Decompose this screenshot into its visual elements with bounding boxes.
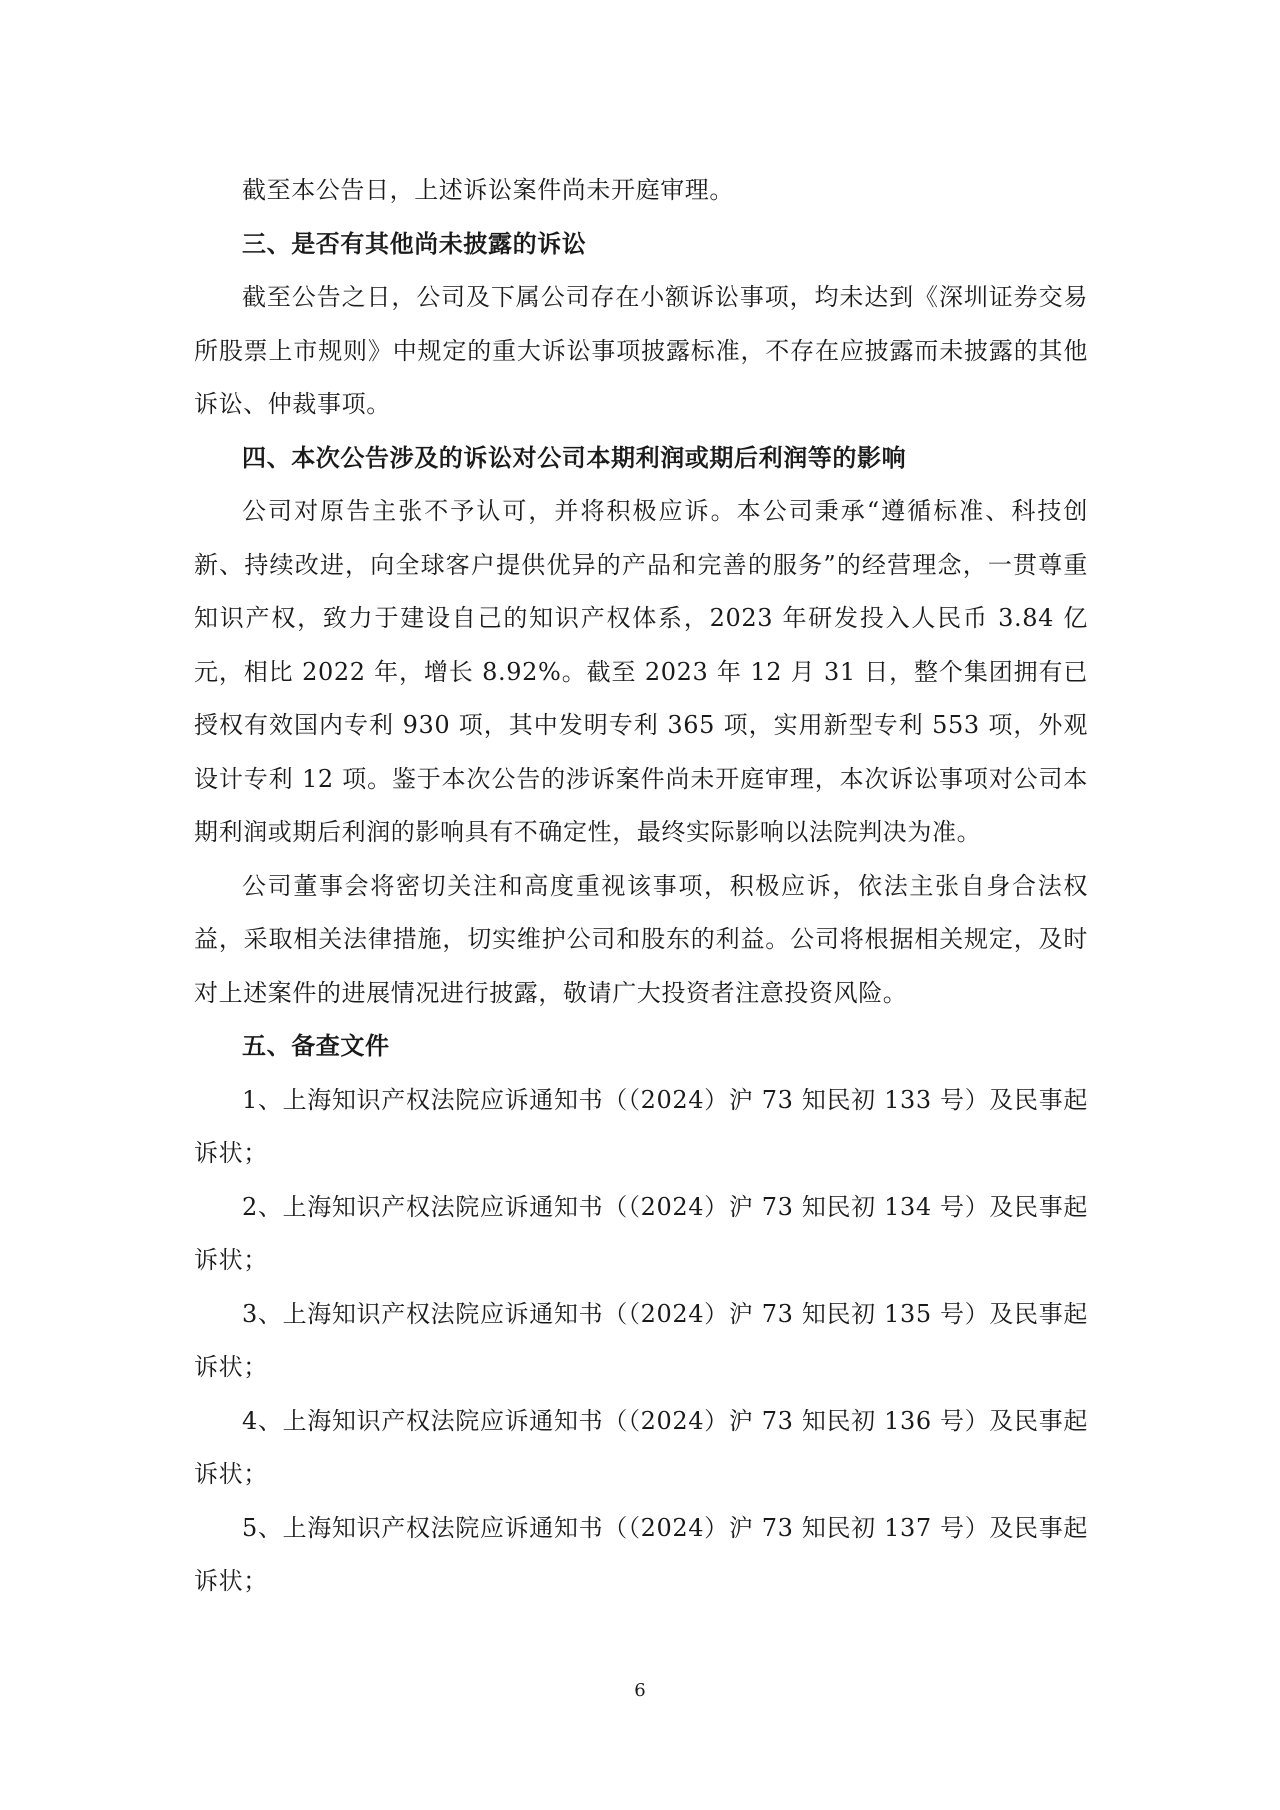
- document-body: [194, 164, 1088, 1609]
- paragraph-other-litigation: 截至公告之日，公司及下属公司存在小额诉讼事项，均未达到《深圳证券交易所股票上市规则》中规定的重大诉讼事项披露标准，不存在应披露而未披露的其他诉讼、仲裁事项。: [194, 283, 1088, 418]
- paragraph-impact: 公司对原告主张不予认可，并将积极应诉。本公司秉承“遵循标准、科技创新、持续改进，向全球客户提供优异的产品和完善的服务”的经营理念，一贯尊重知识产权，致力于建设自己的知识产权体系，2023 年研发投入人民币 3.84 亿元，相比 2022 年，增长 8.92%。截至 2023 年 12 月 31 日，整个集团拥有已授权有效国内专利 930 项，其中发明专利 365 项，实用新型专利 553 项，外观设计专利 12 项。鉴于本次公告的涉诉案件尚未开庭审理，本次诉讼事项对公司本期利润或期后利润的影响具有不确定性，最终实际影响以法院判决为准。: [194, 497, 1088, 846]
- reference-item-1: 1、上海知识产权法院应诉通知书（（2024）沪 73 知民初 133 号）及民事起诉状；: [194, 1085, 1088, 1167]
- page-number: 6: [634, 1680, 646, 1701]
- reference-item-5: 5、上海知识产权法院应诉通知书（（2024）沪 73 知民初 137 号）及民事起诉状；: [194, 1513, 1088, 1595]
- section-heading-5: 五、备查文件: [242, 1032, 390, 1060]
- section-heading-4: 四、本次公告涉及的诉讼对公司本期利润或期后利润等的影响: [242, 443, 907, 472]
- paragraph-status: 截至本公告日，上述诉讼案件尚未开庭审理。: [242, 176, 734, 204]
- reference-item-2: 2、上海知识产权法院应诉通知书（（2024）沪 73 知民初 134 号）及民事起诉状；: [194, 1192, 1088, 1274]
- reference-item-3: 3、上海知识产权法院应诉通知书（（2024）沪 73 知民初 135 号）及民事起诉状；: [194, 1299, 1088, 1381]
- section-heading-3: 三、是否有其他尚未披露的诉讼: [242, 229, 587, 258]
- paragraph-board-statement: 公司董事会将密切关注和高度重视该事项，积极应诉，依法主张自身合法权益，采取相关法律措施，切实维护公司和股东的利益。公司将根据相关规定，及时对上述案件的进展情况进行披露，敬请广大投资者注意投资风险。: [194, 871, 1088, 1007]
- reference-item-4: 4、上海知识产权法院应诉通知书（（2024）沪 73 知民初 136 号）及民事起诉状；: [194, 1406, 1088, 1488]
